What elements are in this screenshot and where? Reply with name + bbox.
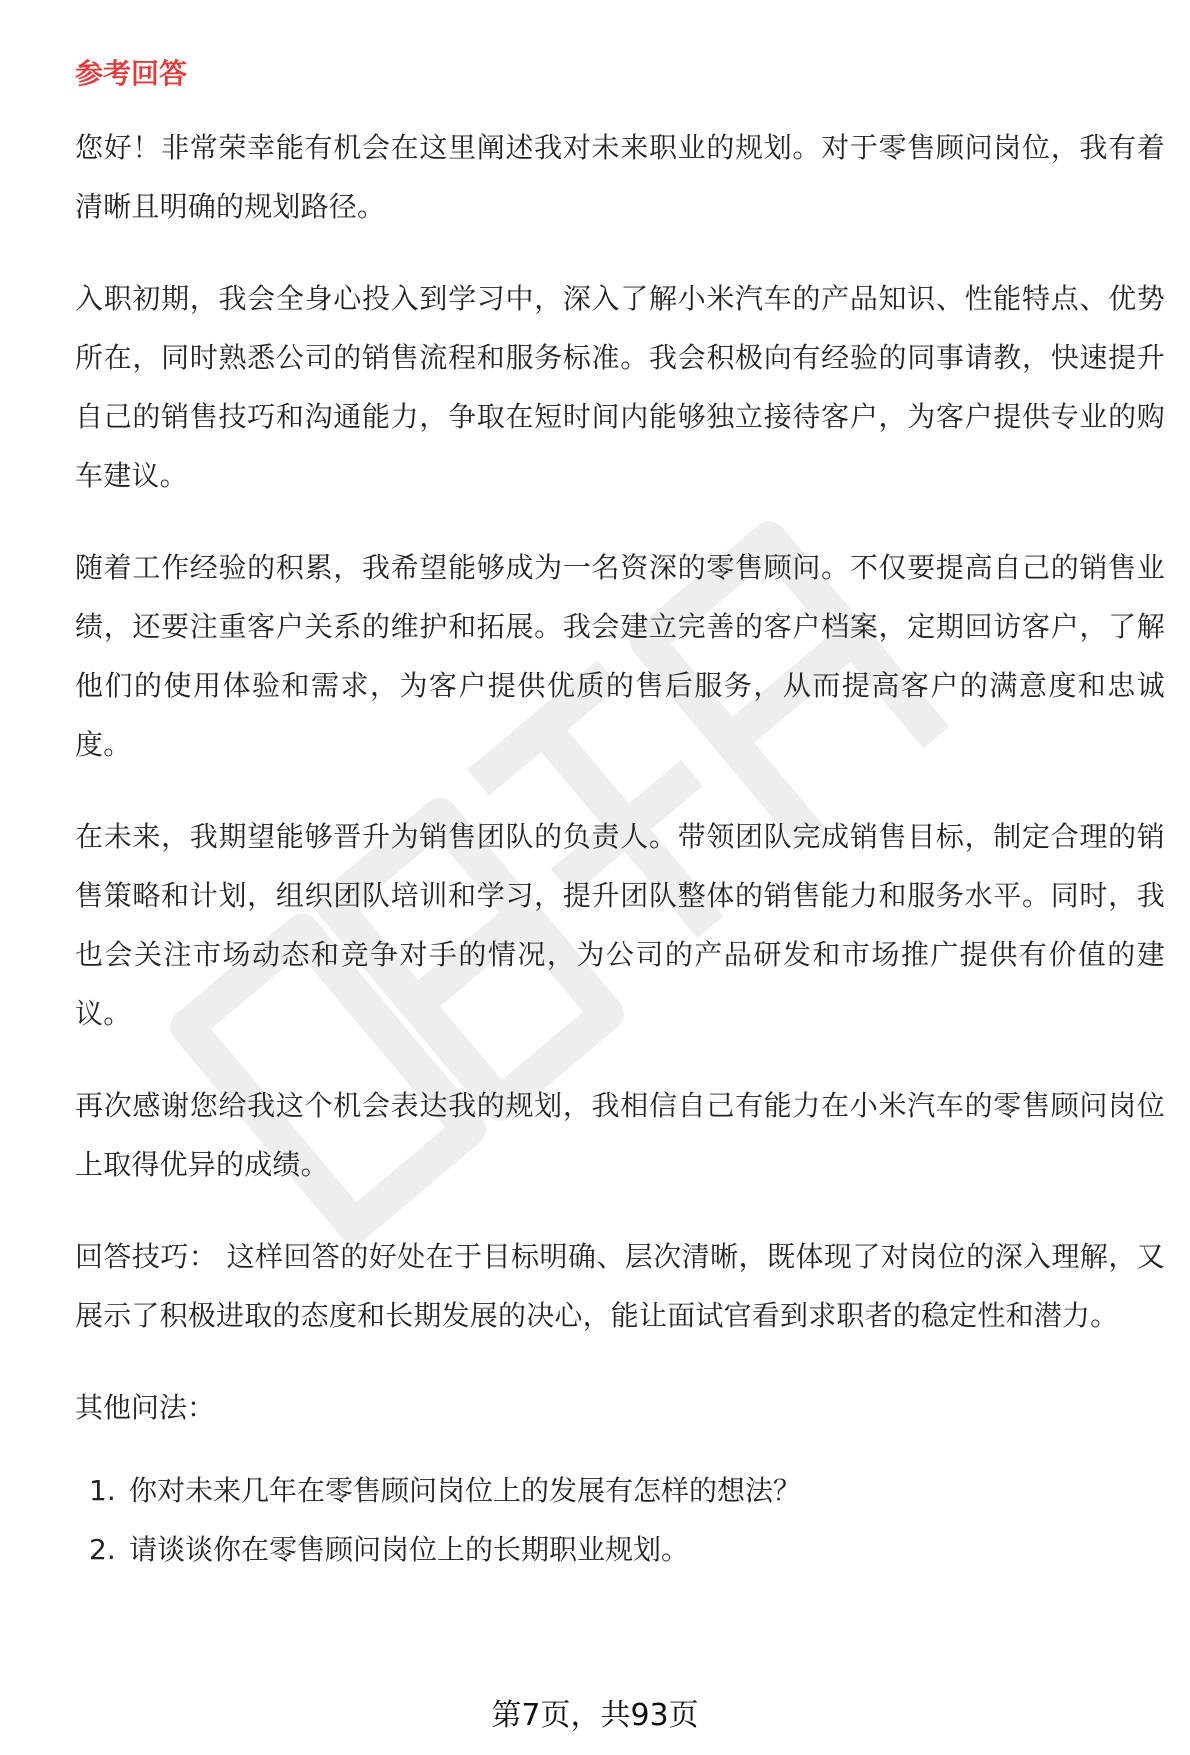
paragraph-greeting: 您好！非常荣幸能有机会在这里阐述我对未来职业的规划。对于零售顾问岗位，我有着清晰且明确的规划路径。 xyxy=(75,131,1165,223)
list-item-text: 你对未来几年在零售顾问岗位上的发展有怎样的想法？ xyxy=(129,1474,802,1507)
page-number-footer: 第7页，共93页 xyxy=(491,1698,699,1733)
list-item xyxy=(75,1520,1165,1579)
paragraph-answer-tips: 回答技巧： 这样回答的好处在于目标明确、层次清晰，既体现了对岗位的深入理解，又展示了积极进取的态度和长期发展的决心，能让面试官看到求职者的稳定性和潜力。 xyxy=(75,1240,1165,1332)
document-content xyxy=(75,50,1165,1579)
list-item-number: 1. xyxy=(89,1474,116,1507)
list-item-text: 请谈谈你在零售顾问岗位上的长期职业规划。 xyxy=(129,1533,690,1566)
paragraph-mid-career: 随着工作经验的积累，我希望能够成为一名资深的零售顾问。不仅要提高自己的销售业绩，还要注重客户关系的维护和拓展。我会建立完善的客户档案，定期回访客户，了解他们的使用体验和需求，为客户提供优质的售后服务，从而提高客户的满意度和忠诚度。 xyxy=(75,551,1165,761)
list-item-number: 2. xyxy=(89,1533,116,1566)
list-item xyxy=(75,1461,1165,1520)
other-questions-label: 其他问法： xyxy=(75,1391,216,1424)
paragraph-future: 在未来，我期望能够晋升为销售团队的负责人。带领团队完成销售目标，制定合理的销售策略和计划，组织团队培训和学习，提升团队整体的销售能力和服务水平。同时，我也会关注市场动态和竞争对手的情况，为公司的产品研发和市场推广提供有价值的建议。 xyxy=(75,820,1165,1030)
paragraph-thanks: 再次感谢您给我这个机会表达我的规划，我相信自己有能力在小米汽车的零售顾问岗位上取得优异的成绩。 xyxy=(75,1089,1165,1181)
section-title: 参考回答 xyxy=(75,57,188,90)
paragraph-early-career: 入职初期，我会全身心投入到学习中，深入了解小米汽车的产品知识、性能特点、优势所在，同时熟悉公司的销售流程和服务标准。我会积极向有经验的同事请教，快速提升自己的销售技巧和沟通能力，争取在短时间内能够独立接待客户，为客户提供专业的购车建议。 xyxy=(75,282,1165,492)
other-questions-list xyxy=(75,1461,1165,1579)
